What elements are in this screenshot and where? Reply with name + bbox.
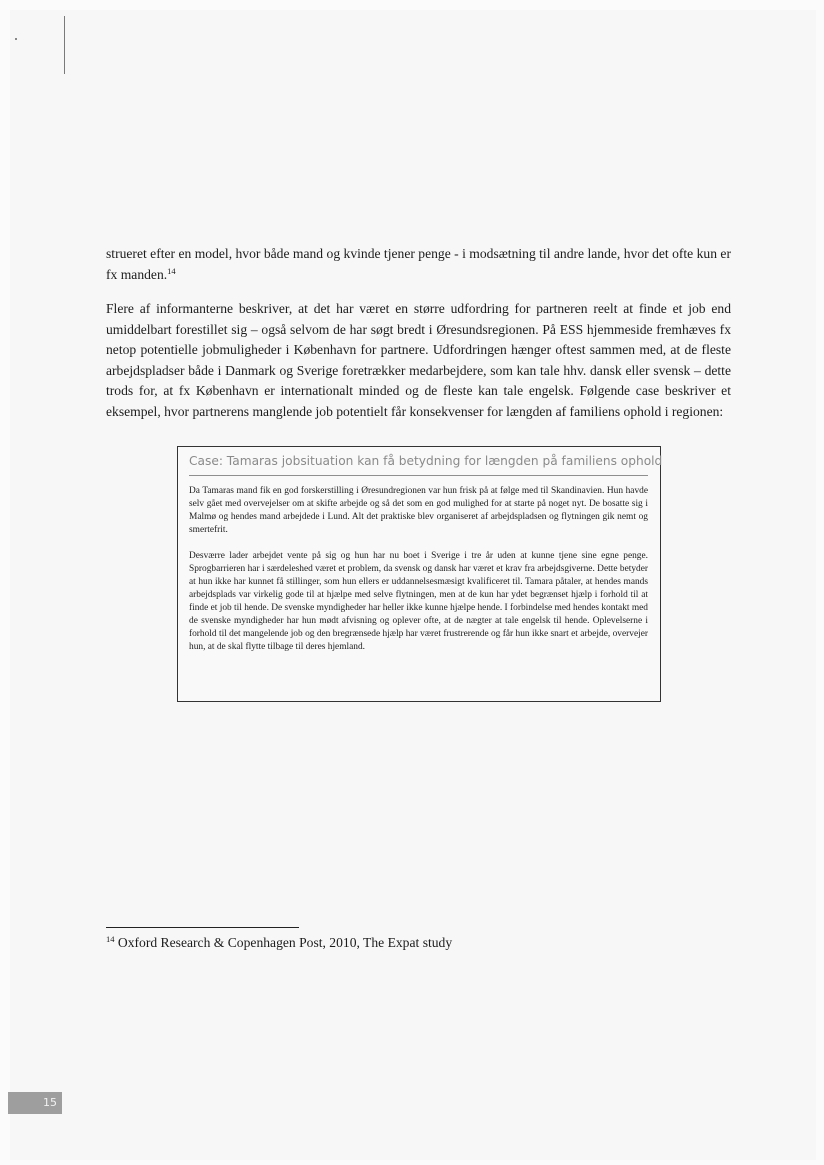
- paragraph-1-text: strueret efter en model, hvor både mand og kvinde tjener penge - i modsætning til andre lande, hvor det ofte kun er fx manden.: [106, 246, 731, 282]
- page-number: 15: [8, 1092, 62, 1114]
- footnote-rule: [106, 927, 299, 928]
- margin-rule: [64, 16, 65, 74]
- case-box: [177, 446, 661, 702]
- footnote-number: 14: [106, 934, 115, 944]
- paragraph-2: Flere af informanterne beskriver, at det har været en større udfordring for partneren reelt at finde et job end umiddelbart forestillet sig – også selvom de har søgt bredt i Øresundsregionen. På ESS hjemmeside fremhæves fx netop potentielle jobmuligheder i København for partnere. Udfordringen hænger oftest sammen med, at de fleste arbejdspladser både i Danmark og Sverige foretrækker medarbejdere, som kan tale hhv. dansk eller svensk – dette trods for, at fx København er internationalt minded og de fleste kan tale engelsk. Følgende case beskriver et eksempel, hvor partnerens manglende job potentielt får konsekvenser for længden af familiens ophold i regionen:: [106, 301, 731, 419]
- body-text: [106, 244, 731, 436]
- paragraph-1: [106, 244, 731, 285]
- case-paragraph-1: Da Tamaras mand fik en god forskerstilling i Øresundregionen var hun frisk på at følge med til Skandinavien. Hun havde selv gået med overvejelser om at skifte arbejde og så det som en god mulighed for at starte på noget nyt. De bosatte sig i Malmø og hendes mand arbejdede i Lund. Alt det praktiske blev organiseret af arbejdspladsen og flytningen gik nemt og smertefrit.: [189, 486, 648, 535]
- case-title: Case: Tamaras jobsituation kan få betydning for længden på familiens ophold: [189, 452, 648, 476]
- footnote-text: Oxford Research & Copenhagen Post, 2010, The Expat study: [114, 935, 453, 950]
- footnote-reference[interactable]: 14: [167, 265, 176, 276]
- scan-mark: [15, 38, 17, 40]
- footnote: [106, 934, 452, 952]
- case-paragraph-2: Desværre lader arbejdet vente på sig og hun har nu boet i Sverige i tre år uden at kunne tjene sine egne penge. Sprogbarrieren har i særdeleshed været et problem, da svensk og dansk har været et krav fra arbejdsgiverne. Dette betyder at hun ikke har kunnet få stillinger, som hun ellers er uddannelsesmæsigt kvalificeret til. Tamara påtaler, at hendes mands arbejdsplads var virkelig gode til at hjælpe med selve flytningen, men at de kun har ydet begrænset hjælp i forhold til at finde et job til hende. De svenske myndigheder har heller ikke kunne hjælpe hende. I forbindelse med hendes kontakt med de svenske myndigheder har hun mødt afvisning og oplever ofte, at de nægter at tale engelsk til hende. Oplevelserne i forhold til det mangelende job og den bregrænsede hjælp har været frustrerende og får hun ikke snart et arbejde, overvejer hun, at de skal flytte tilbage til deres hjemland.: [189, 551, 648, 652]
